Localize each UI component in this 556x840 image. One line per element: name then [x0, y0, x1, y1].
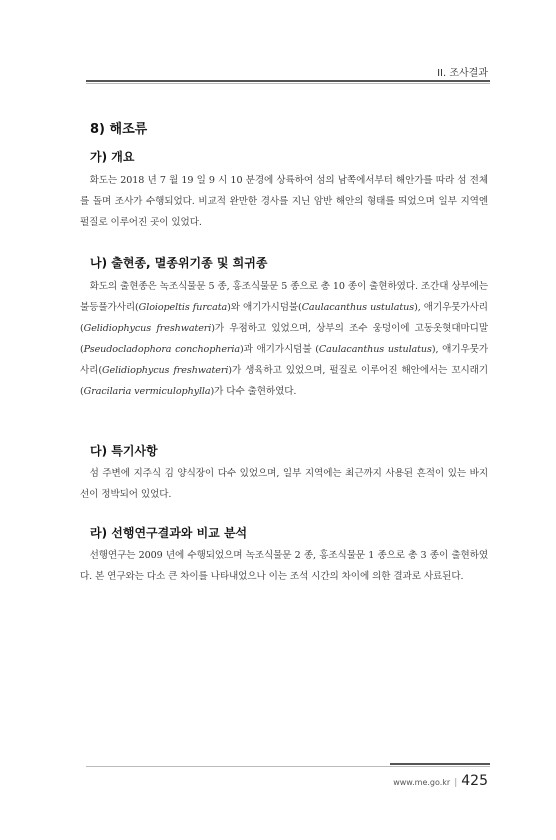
- footer-rule: [390, 763, 490, 765]
- footer-url: www.me.go.kr: [393, 778, 451, 787]
- section-title: 8) 해조류: [90, 122, 148, 137]
- subsection-heading-species: 나) 출현종, 멸종위기종 및 희귀종: [90, 256, 268, 270]
- paragraph-notes: 섬 주변에 지주식 김 양식장이 다수 있었으며, 일부 지역에는 최근까지 사용된 흔적이 있는 바지선이 정박되어 있었다.: [80, 468, 488, 500]
- page-number: 425: [461, 773, 488, 789]
- footer-separator: |: [454, 778, 458, 788]
- paragraph-overview: 화도는 2018 년 7 월 19 일 9 시 10 분경에 상륙하여 섬의 남쪽에서부터 해안가를 따라 섬 전체를 돌며 조사가 수행되었다. 비교적 완만한 경사를 지닌 암반 해안의 형태를 띄었으며 일부 지역엔 펄질로 이루어진 곳이 있었다.: [80, 175, 488, 228]
- header-rule-thin: [86, 83, 490, 84]
- header-rule: [86, 80, 490, 82]
- subsection-heading-overview: 가) 개요: [90, 150, 135, 164]
- footer-rule-thin: [86, 766, 490, 767]
- footer: [393, 773, 488, 789]
- paragraph-species: 화도의 출현종은 녹조식물문 5 종, 홍조식물문 5 종으로 총 10 종이 출현하였다. 조간대 상부에는 불등풀가사리(Gloiopeltis furcata)와 애기가시덤불(Caulacanthus ustulatus), 애기우뭇가사리(Gelidiophycus freshwateri)가 우점하고 있었으며, 상부의 조수 웅덩이에 고동옷혓대마디말(Pseudocladophora conchopheria)과 애기가시덤불 (Caulacanthus ustulatus), 애기우뭇가사리(Gelidiophycus freshwateri)가 생육하고 있었으며, 펄질로 이루어진 해안에서는 꼬시래기(Gracilaria vermiculophylla)가 다수 출현하였다.: [80, 281, 489, 397]
- subsection-heading-notes: 다) 특기사항: [90, 444, 158, 458]
- paragraph-comparison: 선행연구는 2009 년에 수행되었으며 녹조식물문 2 종, 홍조식물문 1 종으로 총 3 종이 출현하였다. 본 연구와는 다소 큰 차이를 나타내었으나 이는 조석 시간의 차이에 의한 결과로 사료된다.: [80, 550, 488, 582]
- running-head: II. 조사결과: [437, 68, 488, 79]
- subsection-heading-comparison: 라) 선행연구결과와 비교 분석: [90, 526, 248, 540]
